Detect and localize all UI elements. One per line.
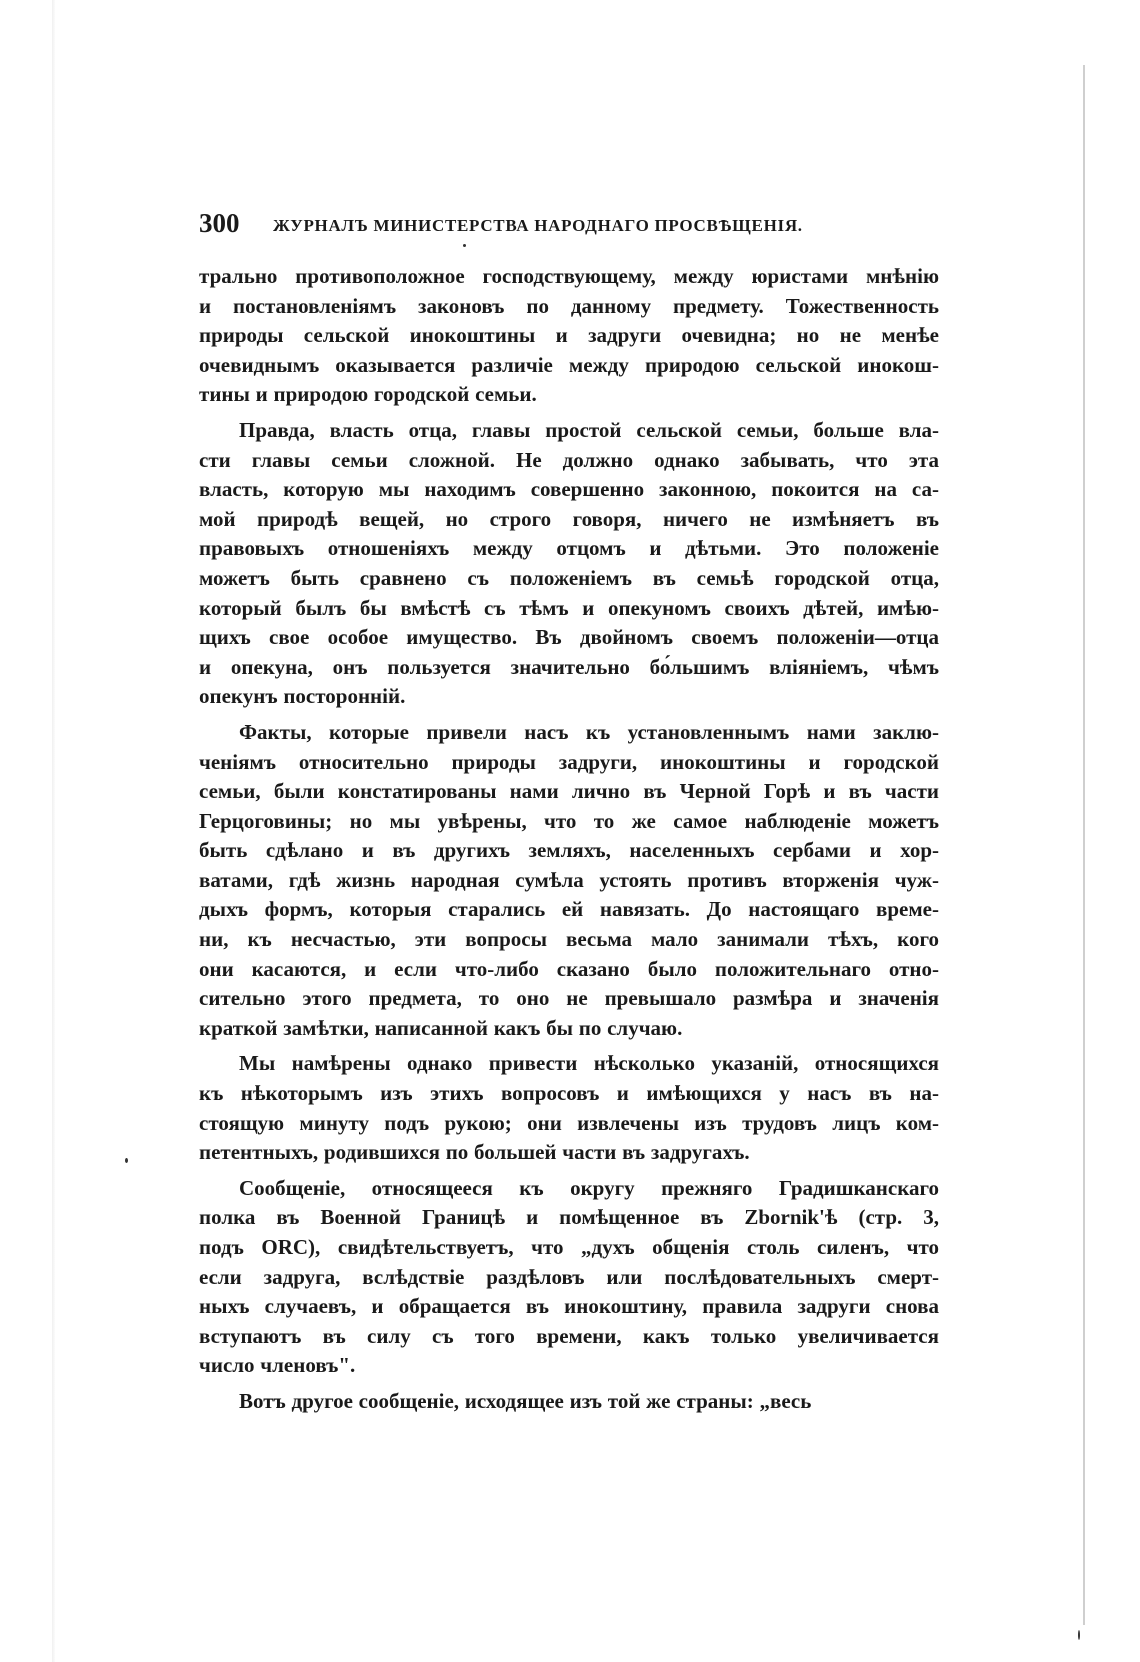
text-line: петентныхъ, родившихся по большей части въ задругахъ.	[199, 1140, 750, 1165]
text-line: мой природѣ вещей, но строго говоря, ничего не измѣняетъ въ	[199, 506, 939, 531]
text-line: ватами, гдѣ жизнь народная сумѣла устоять противъ вторженія чуж-	[199, 867, 939, 892]
page-header	[199, 208, 939, 242]
text-line: быть сдѣлано и въ другихъ земляхъ, населенныхъ сербами и хор-	[199, 838, 939, 863]
text-line: ныхъ случаевъ, и обращается въ инокоштину, правила задруги снова	[199, 1294, 939, 1319]
page-number: 300	[199, 208, 240, 238]
text-line: опекунъ посторонній.	[199, 684, 406, 709]
paragraph	[199, 1387, 939, 1417]
page-edge-line	[1083, 65, 1085, 1625]
paragraph	[199, 416, 939, 712]
text-line: природы сельской инокоштины и задруги очевидна; но не менѣе	[199, 323, 939, 348]
text-line: власть, которую мы находимъ совершенно законною, покоится на са-	[199, 477, 939, 502]
text-line: щихъ свое особое имущество. Въ двойномъ своемъ положеніи—отца	[199, 625, 939, 650]
text-line: и постановленіямъ законовъ по данному предмету. Тожественность	[199, 293, 939, 318]
text-line: ченіямъ относительно природы задруги, инокоштины и городской	[199, 749, 939, 774]
text-line: дыхъ формъ, которыя старались ей навязать. До настоящаго време-	[199, 897, 939, 922]
paragraph	[199, 262, 939, 410]
text-line: Герцоговины; но мы увѣрены, что то же самое наблюденіе можетъ	[199, 808, 939, 833]
text-line: тины и природою городской семьи.	[199, 382, 537, 407]
text-line: который былъ бы вмѣстѣ съ тѣмъ и опекуномъ своихъ дѣтей, имѣю-	[199, 595, 939, 620]
running-title: ЖУРНАЛЪ МИНИСТЕРСТВА НАРОДНАГО ПРОСВѢЩЕНІЯ.	[273, 216, 803, 235]
text-line: очевиднымъ оказывается различіе между природою сельской инокош-	[199, 352, 939, 377]
paragraph	[199, 1049, 939, 1167]
scan-speck	[125, 1158, 128, 1163]
text-line: вступаютъ въ силу съ того времени, какъ только увеличивается	[199, 1323, 939, 1348]
text-line: Вотъ другое сообщеніе, исходящее изъ той же страны: „весь	[239, 1388, 812, 1413]
paragraph	[199, 1174, 939, 1381]
scan-speck	[1078, 1630, 1080, 1640]
text-line: Сообщеніе, относящееся къ округу прежняго Градишканскаго	[239, 1175, 939, 1200]
text-line: число членовъ".	[199, 1353, 356, 1378]
text-line: можетъ быть сравнено съ положеніемъ въ семьѣ городской отца,	[199, 565, 939, 590]
text-line: ни, къ несчастью, эти вопросы весьма мало занимали тѣхъ, кого	[199, 927, 939, 952]
text-line: правовыхъ отношеніяхъ между отцомъ и дѣтьми. Это положеніе	[199, 536, 939, 561]
text-line: полка въ Военной Границѣ и помѣщенное въ Zbornik'ѣ (стр. 3,	[199, 1205, 939, 1230]
paragraph	[199, 718, 939, 1044]
text-line: если задруга, вслѣдствіе раздѣловъ или послѣдовательныхъ смерт-	[199, 1264, 939, 1289]
text-line: къ нѣкоторымъ изъ этихъ вопросовъ и имѣющихся у насъ въ на-	[199, 1081, 939, 1106]
text-line: подъ ORC), свидѣтельствуетъ, что „духъ общенія столь силенъ, что	[199, 1235, 939, 1259]
page-gutter-shadow	[52, 0, 55, 1662]
text-line: стоящую минуту подъ рукою; они извлечены изъ трудовъ лицъ ком-	[199, 1110, 939, 1135]
text-line: трально противоположное господствующему, между юристами мнѣнію	[199, 264, 939, 288]
text-line: Мы намѣрены однако привести нѣсколько указаній, относящихся	[239, 1051, 939, 1076]
text-line: семьи, были констатированы нами лично въ Черной Горѣ и въ части	[199, 779, 939, 804]
text-line: сти главы семьи сложной. Не должно однако забывать, что эта	[199, 447, 939, 472]
text-line: они касаются, и если что-либо сказано было положительнаго отно-	[199, 956, 939, 981]
text-line: краткой замѣтки, написанной какъ бы по случаю.	[199, 1015, 683, 1040]
text-line: сительно этого предмета, то оно не превышало размѣра и значенія	[199, 986, 939, 1011]
text-line: и опекуна, онъ пользуется значительно бо́льшимъ вліяніемъ, чѣмъ	[199, 654, 939, 679]
scan-speck	[463, 244, 466, 247]
text-line: Факты, которые привели насъ къ установленнымъ нами заклю-	[239, 719, 939, 744]
text-line: Правда, власть отца, главы простой сельской семьи, больше вла-	[239, 417, 939, 442]
body-text	[199, 262, 939, 1423]
